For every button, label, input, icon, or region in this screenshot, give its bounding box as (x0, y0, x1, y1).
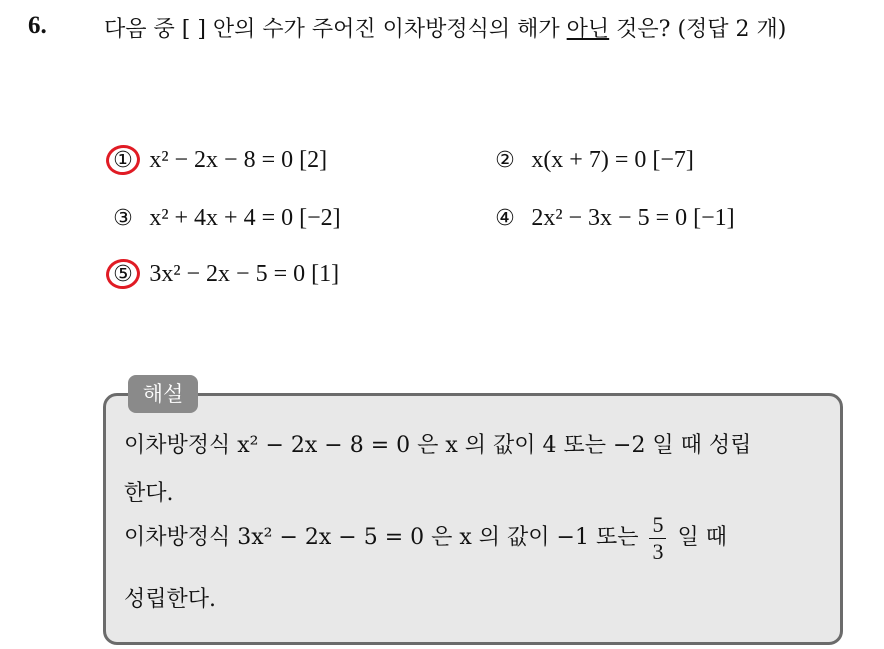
solution-line-1: 이차방정식 x² − 2x − 8 = 0 은 x 의 값이 4 또는 −2 일 때 성립 (124, 433, 752, 458)
option-5-mark: ⑤ (104, 255, 142, 295)
solution-line-3-end: 일 때 (677, 525, 727, 550)
question-text-part1: 다음 중 [ ] 안의 수가 주어진 이차방정식의 해가 (104, 17, 567, 42)
solution-line-4: 성립한다. (124, 587, 217, 612)
red-circle-mark (104, 257, 142, 291)
option-4-expression: 2x² − 3x − 5 = 0 [−1] (531, 205, 735, 231)
solution-line-3-start: 이차방정식 3x² − 2x − 5 = 0 은 x 의 값이 −1 또는 (124, 525, 639, 550)
option-2-expression: x(x + 7) = 0 [−7] (531, 147, 694, 173)
fraction-numerator: 5 (649, 512, 666, 539)
red-circle-mark (104, 143, 142, 177)
option-2[interactable] (486, 140, 694, 180)
question-text-part2: 것은? (정답 2 개) (609, 17, 787, 42)
option-1-mark: ① (104, 141, 142, 181)
option-1[interactable] (104, 140, 327, 180)
option-5[interactable] (104, 254, 339, 294)
option-3-mark: ③ (113, 206, 133, 231)
solution-tag: 해설 (128, 375, 198, 413)
question-text (104, 12, 864, 48)
solution-line-3 (124, 510, 727, 566)
option-3-expression: x² + 4x + 4 = 0 [−2] (149, 205, 341, 231)
option-4-mark: ④ (495, 206, 515, 231)
option-1-expression: x² − 2x − 8 = 0 [2] (149, 147, 328, 173)
option-2-mark: ② (495, 148, 515, 173)
option-4[interactable] (486, 198, 735, 238)
fraction-denominator: 3 (652, 538, 664, 564)
option-5-expression: 3x² − 2x − 5 = 0 [1] (149, 261, 340, 287)
solution-line-2: 한다. (124, 481, 174, 506)
question-underlined-word: 아닌 (566, 17, 610, 42)
question-number: 6. (28, 12, 47, 39)
fraction (649, 512, 666, 565)
option-3[interactable] (104, 198, 341, 238)
